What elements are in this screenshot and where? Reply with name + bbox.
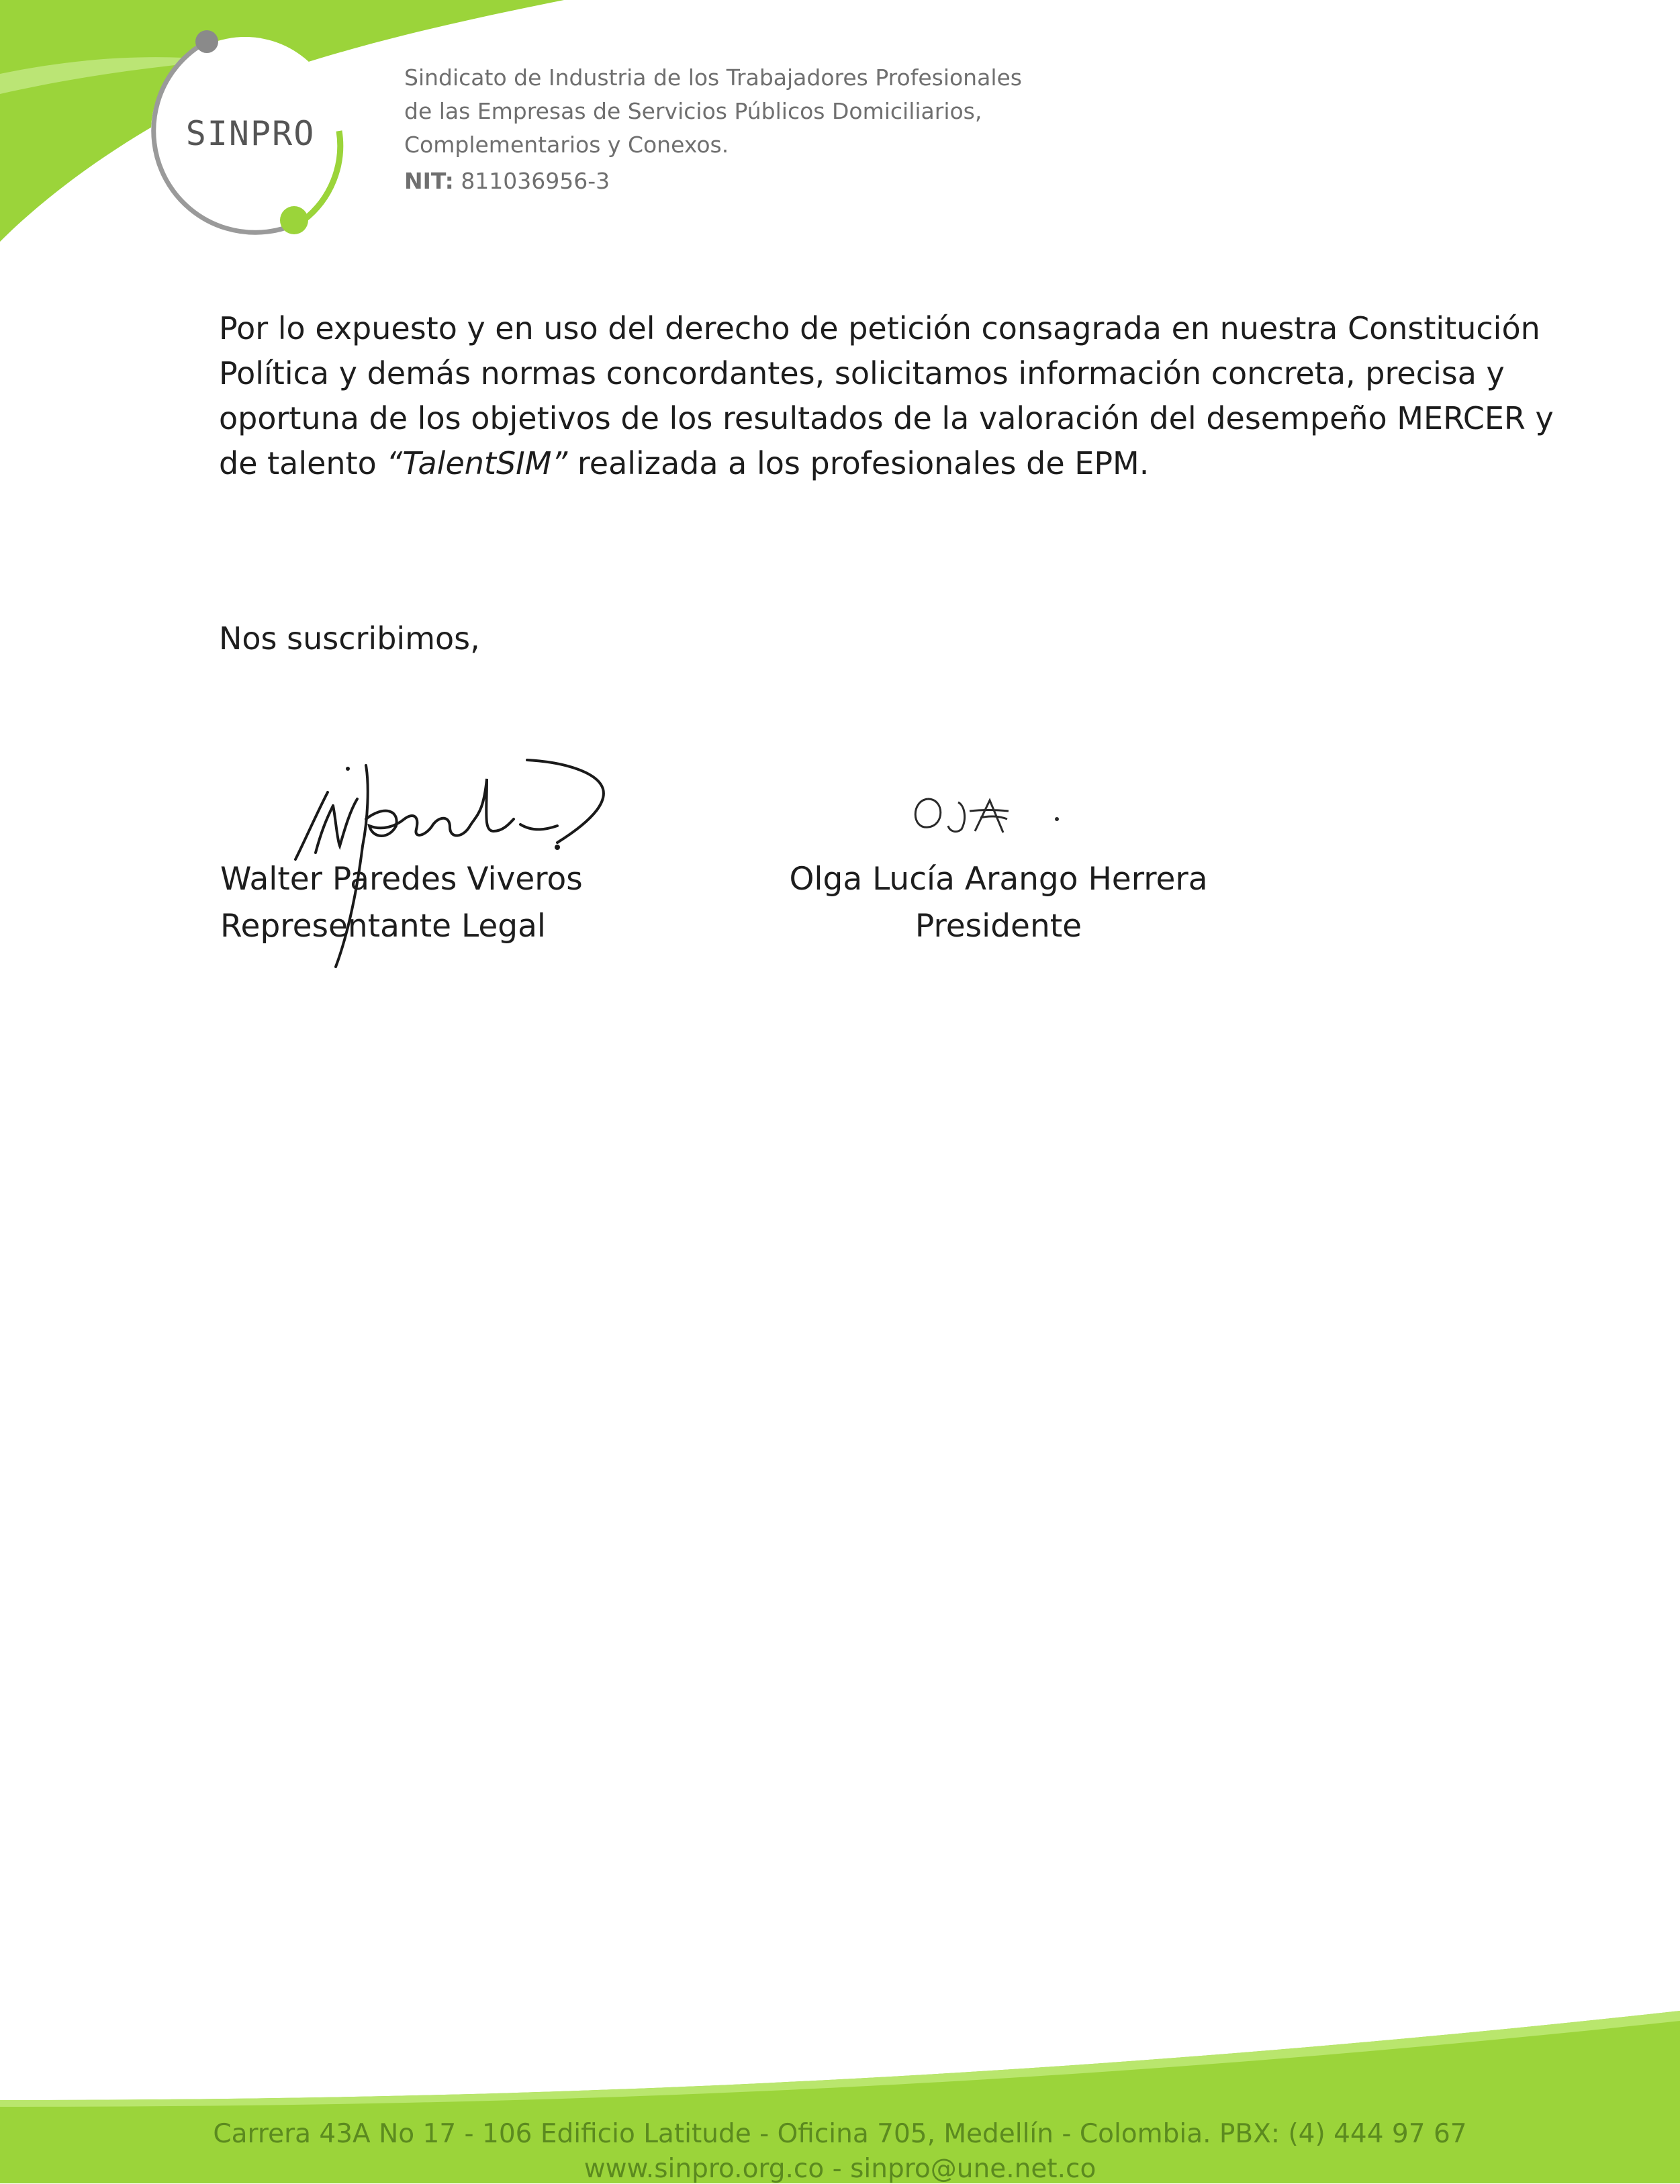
talentsim-term: “TalentSIM” (386, 445, 568, 481)
closing-text: Nos suscribimos, (219, 620, 480, 657)
paragraph-line-2: Política y demás normas concordantes, solicitamos información concreta, precisa y (219, 355, 1505, 391)
paragraph-line-4-prefix: de talento (219, 445, 387, 481)
nit-label: NIT: (404, 168, 454, 194)
org-name-line-3: Complementarios y Conexos. (404, 132, 729, 158)
nit-value: 811036956-3 (461, 168, 610, 194)
org-name-line-1: Sindicato de Industria de los Trabajadores Profesionales (404, 64, 1022, 91)
org-nit (404, 168, 610, 194)
footer-address: Carrera 43A No 17 - 106 Edificio Latitude - Oficina 705, Medellín - Colombia. PBX: (4) 444 97 67 (213, 2119, 1467, 2149)
sinpro-logo (128, 20, 363, 248)
org-name-line-2: de las Empresas de Servicios Públicos Domiciliarios, (404, 98, 982, 124)
signer-right-name: Olga Lucía Arango Herrera (789, 861, 1208, 898)
logo-grey-dot (195, 30, 218, 53)
paragraph-line-4-suffix: realizada a los profesionales de EPM. (567, 445, 1150, 481)
paragraph-line-3: oportuna de los objetivos de los resultados de la valoración del desempeño MERCER y (219, 400, 1554, 436)
signature-olga-arango (908, 786, 1082, 846)
logo-text: SINPRO (185, 114, 316, 153)
signer-left-name: Walter Paredes Viveros (220, 861, 583, 898)
footer-web-email: www.sinpro.org.co - sinpro@une.net.co (584, 2154, 1096, 2184)
signer-right-role: Presidente (915, 908, 1082, 945)
signer-left-role: Representante Legal (220, 908, 546, 945)
logo-green-dot (280, 206, 308, 234)
paragraph-line-1: Por lo expuesto y en uso del derecho de petición consagrada en nuestra Constitución (219, 310, 1540, 346)
paragraph-line-4 (219, 445, 1149, 481)
